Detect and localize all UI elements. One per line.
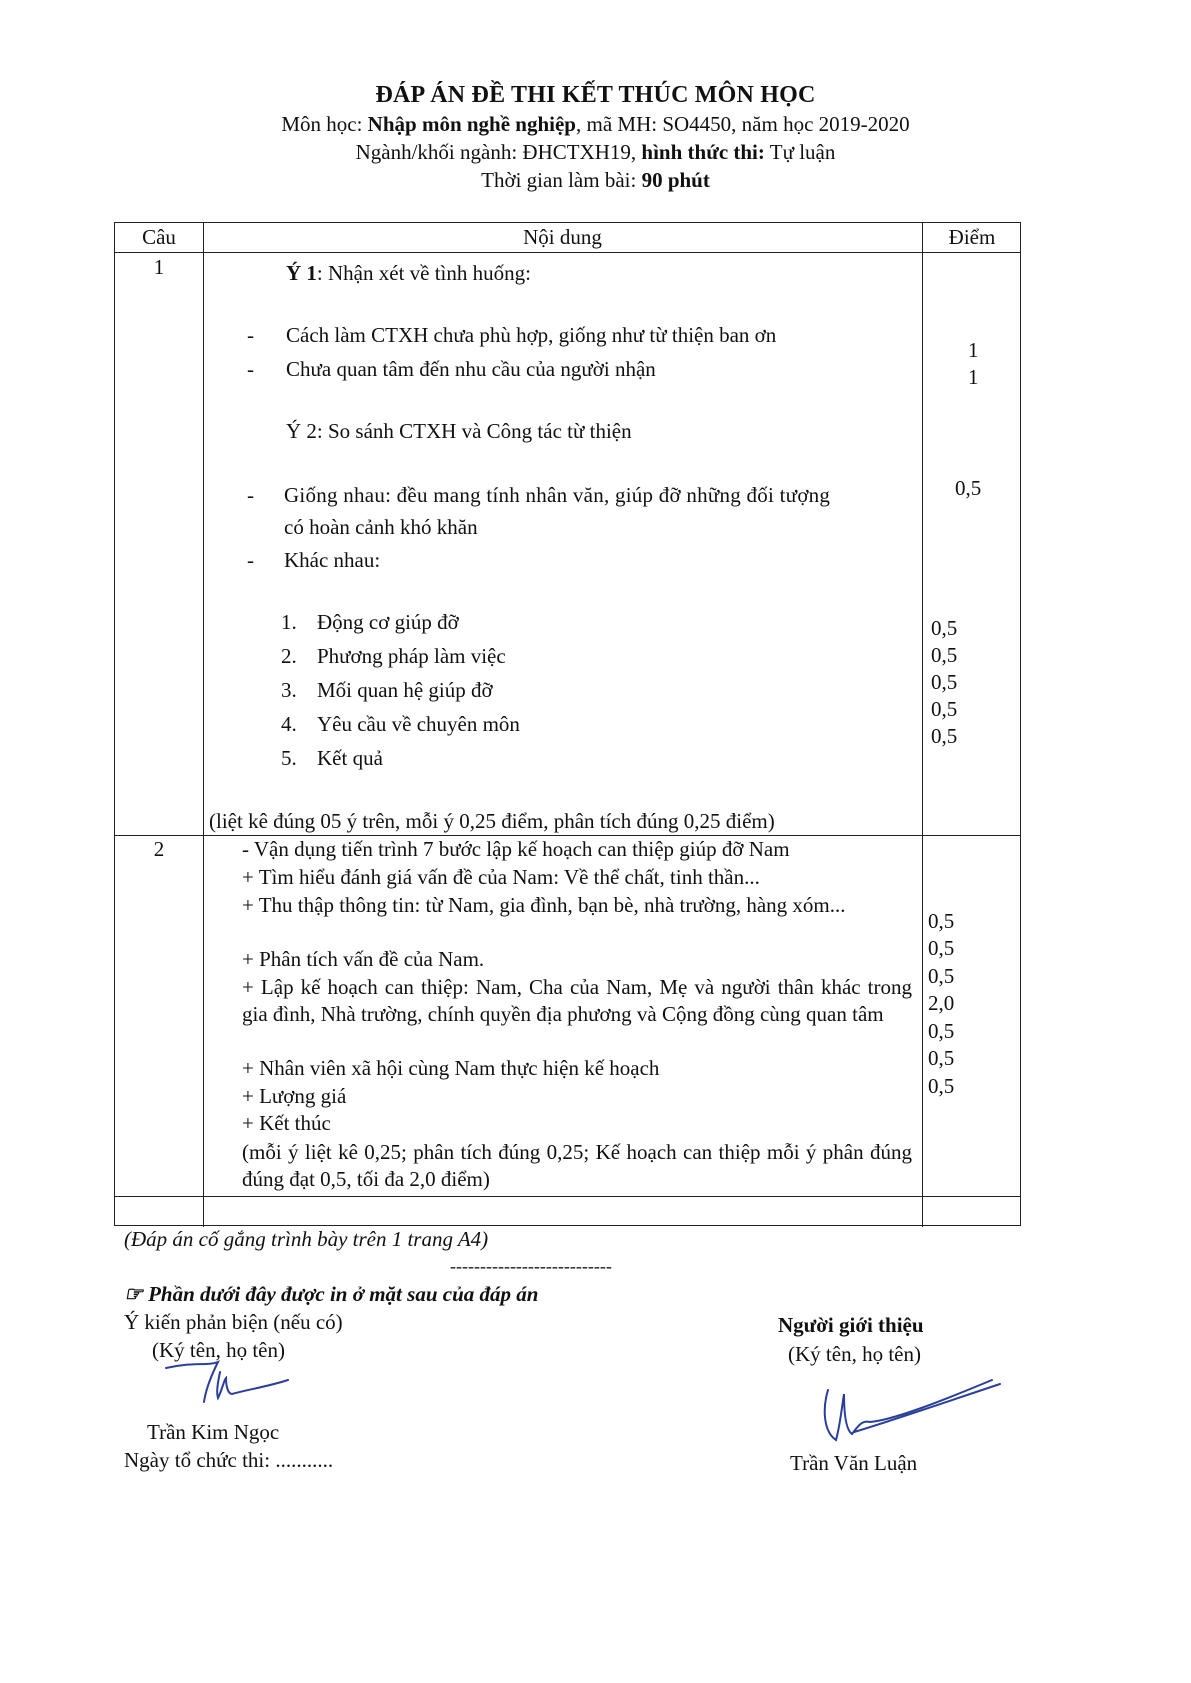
q2-line: + Thu thập thông tin: từ Nam, gia đình, bạn bè, nhà trường, hàng xóm... <box>242 893 846 917</box>
q2-line: - Vận dụng tiến trình 7 bước lập kế hoạch can thiệp giúp đỡ Nam <box>242 837 790 861</box>
q2-scoring-note: (mỗi ý liệt kê 0,25; phân tích đúng 0,25; Kế hoạch can thiệp mỗi ý phân đúng đúng đạt 0,5, tối đa 2,0 điểm) <box>242 1140 912 1191</box>
q2-line: + Lập kế hoạch can thiệp: Nam, Cha của Nam, Mẹ và người thân khác trong gia đình, Nhà trường, chính quyền địa phương và Cộng đồng cùng quan tâm <box>242 975 912 1026</box>
q2-line: + Nhân viên xã hội cùng Nam thực hiện kế hoạch <box>242 1056 660 1080</box>
score: 0,5 <box>931 643 958 667</box>
y2-heading: Ý 2: So sánh CTXH và Công tác từ thiện <box>286 419 632 443</box>
diff-number: 1. <box>281 610 297 634</box>
separator: --------------------------- <box>450 1256 612 1276</box>
score: 1 <box>968 365 979 389</box>
diff-item: Yêu cầu về chuyên môn <box>317 712 520 736</box>
diff-item: Mối quan hệ giúp đỡ <box>317 678 493 702</box>
header-content: Nội dung <box>523 225 602 249</box>
header-score: Điểm <box>948 225 996 249</box>
score: 0,5 <box>931 724 958 748</box>
sign-note-left: (Ký tên, họ tên) <box>152 1338 285 1362</box>
q2-line: + Tìm hiểu đánh giá vấn đề của Nam: Về thể chất, tinh thần... <box>242 865 760 889</box>
score: 0,5 <box>931 616 958 640</box>
major-line: Ngành/khối ngành: ĐHCTXH19, hình thức thi: Tự luận <box>355 140 836 164</box>
a4-note: (Đáp án cố gắng trình bày trên 1 trang A4) <box>124 1227 489 1251</box>
answer-table <box>114 222 1021 1226</box>
diff-number: 5. <box>281 746 297 770</box>
score: 0,5 <box>928 1046 955 1070</box>
similar-text: Giống nhau: đều mang tính nhân văn, giúp đỡ những đối tượng <box>284 483 831 507</box>
exam-form-label: hình thức thi: <box>641 140 765 164</box>
question-number: 2 <box>153 837 165 861</box>
score: 0,5 <box>955 476 982 500</box>
y1-item: Cách làm CTXH chưa phù hợp, giống như từ thiện ban ơn <box>286 323 777 347</box>
bullet-dash: - <box>247 548 254 572</box>
y1-item: Chưa quan tâm đến nhu cầu của người nhận <box>286 357 656 381</box>
diff-number: 2. <box>281 644 297 668</box>
subject-line: Môn học: Nhập môn nghề nghiệp, mã MH: SO4450, năm học 2019-2020 <box>281 112 910 136</box>
presenter-name: Trần Văn Luận <box>790 1451 918 1475</box>
row-divider <box>115 835 1020 836</box>
diff-number: 3. <box>281 678 297 702</box>
row-divider <box>115 252 1020 253</box>
q2-line: + Lượng giá <box>242 1084 347 1108</box>
col-divider <box>922 223 923 1227</box>
bullet-dash: - <box>247 323 254 347</box>
y1-heading: Ý 1: Nhận xét về tình huống: <box>286 261 531 285</box>
back-side-note: ☞ Phần dưới đây được in ở mặt sau của đáp án <box>124 1282 539 1306</box>
score: 2,0 <box>928 991 955 1015</box>
presenter-label: Người giới thiệu <box>778 1313 924 1337</box>
sign-note-right: (Ký tên, họ tên) <box>788 1342 921 1366</box>
reviewer-signature <box>160 1352 300 1417</box>
reviewer-name: Trần Kim Ngọc <box>147 1420 280 1444</box>
document-title: ĐÁP ÁN ĐỀ THI KẾT THÚC MÔN HỌC <box>375 82 816 108</box>
diff-item: Kết quả <box>317 746 383 770</box>
diff-number: 4. <box>281 712 297 736</box>
presenter-signature <box>814 1370 1004 1455</box>
duration-value: 90 phút <box>641 168 710 192</box>
reviewer-label: Ý kiến phản biện (nếu có) <box>124 1310 343 1334</box>
score: 1 <box>968 338 979 362</box>
q2-line: + Phân tích vấn đề của Nam. <box>242 947 485 971</box>
bullet-dash: - <box>247 483 254 507</box>
q2-line: + Kết thúc <box>242 1111 331 1135</box>
subject-name: Nhập môn nghề nghiệp <box>367 112 576 136</box>
bullet-dash: - <box>247 357 254 381</box>
score: 0,5 <box>928 1019 955 1043</box>
score: 0,5 <box>928 909 955 933</box>
score: 0,5 <box>931 697 958 721</box>
different-text: Khác nhau: <box>284 548 381 572</box>
score: 0,5 <box>931 670 958 694</box>
similar-text-cont: có hoàn cảnh khó khăn <box>284 515 478 539</box>
question-number: 1 <box>153 255 165 279</box>
q1-scoring-note: (liệt kê đúng 05 ý trên, mỗi ý 0,25 điểm, phân tích đúng 0,25 điểm) <box>209 809 775 833</box>
duration-line: Thời gian làm bài: 90 phút <box>481 168 710 192</box>
header-question: Câu <box>142 225 176 249</box>
score: 0,5 <box>928 936 955 960</box>
score: 0,5 <box>928 1074 955 1098</box>
score: 0,5 <box>928 964 955 988</box>
col-divider <box>203 223 204 1227</box>
exam-date: Ngày tổ chức thi: ........... <box>124 1448 334 1472</box>
row-divider <box>115 1196 1020 1197</box>
diff-item: Phương pháp làm việc <box>317 644 506 668</box>
diff-item: Động cơ giúp đỡ <box>317 610 459 634</box>
